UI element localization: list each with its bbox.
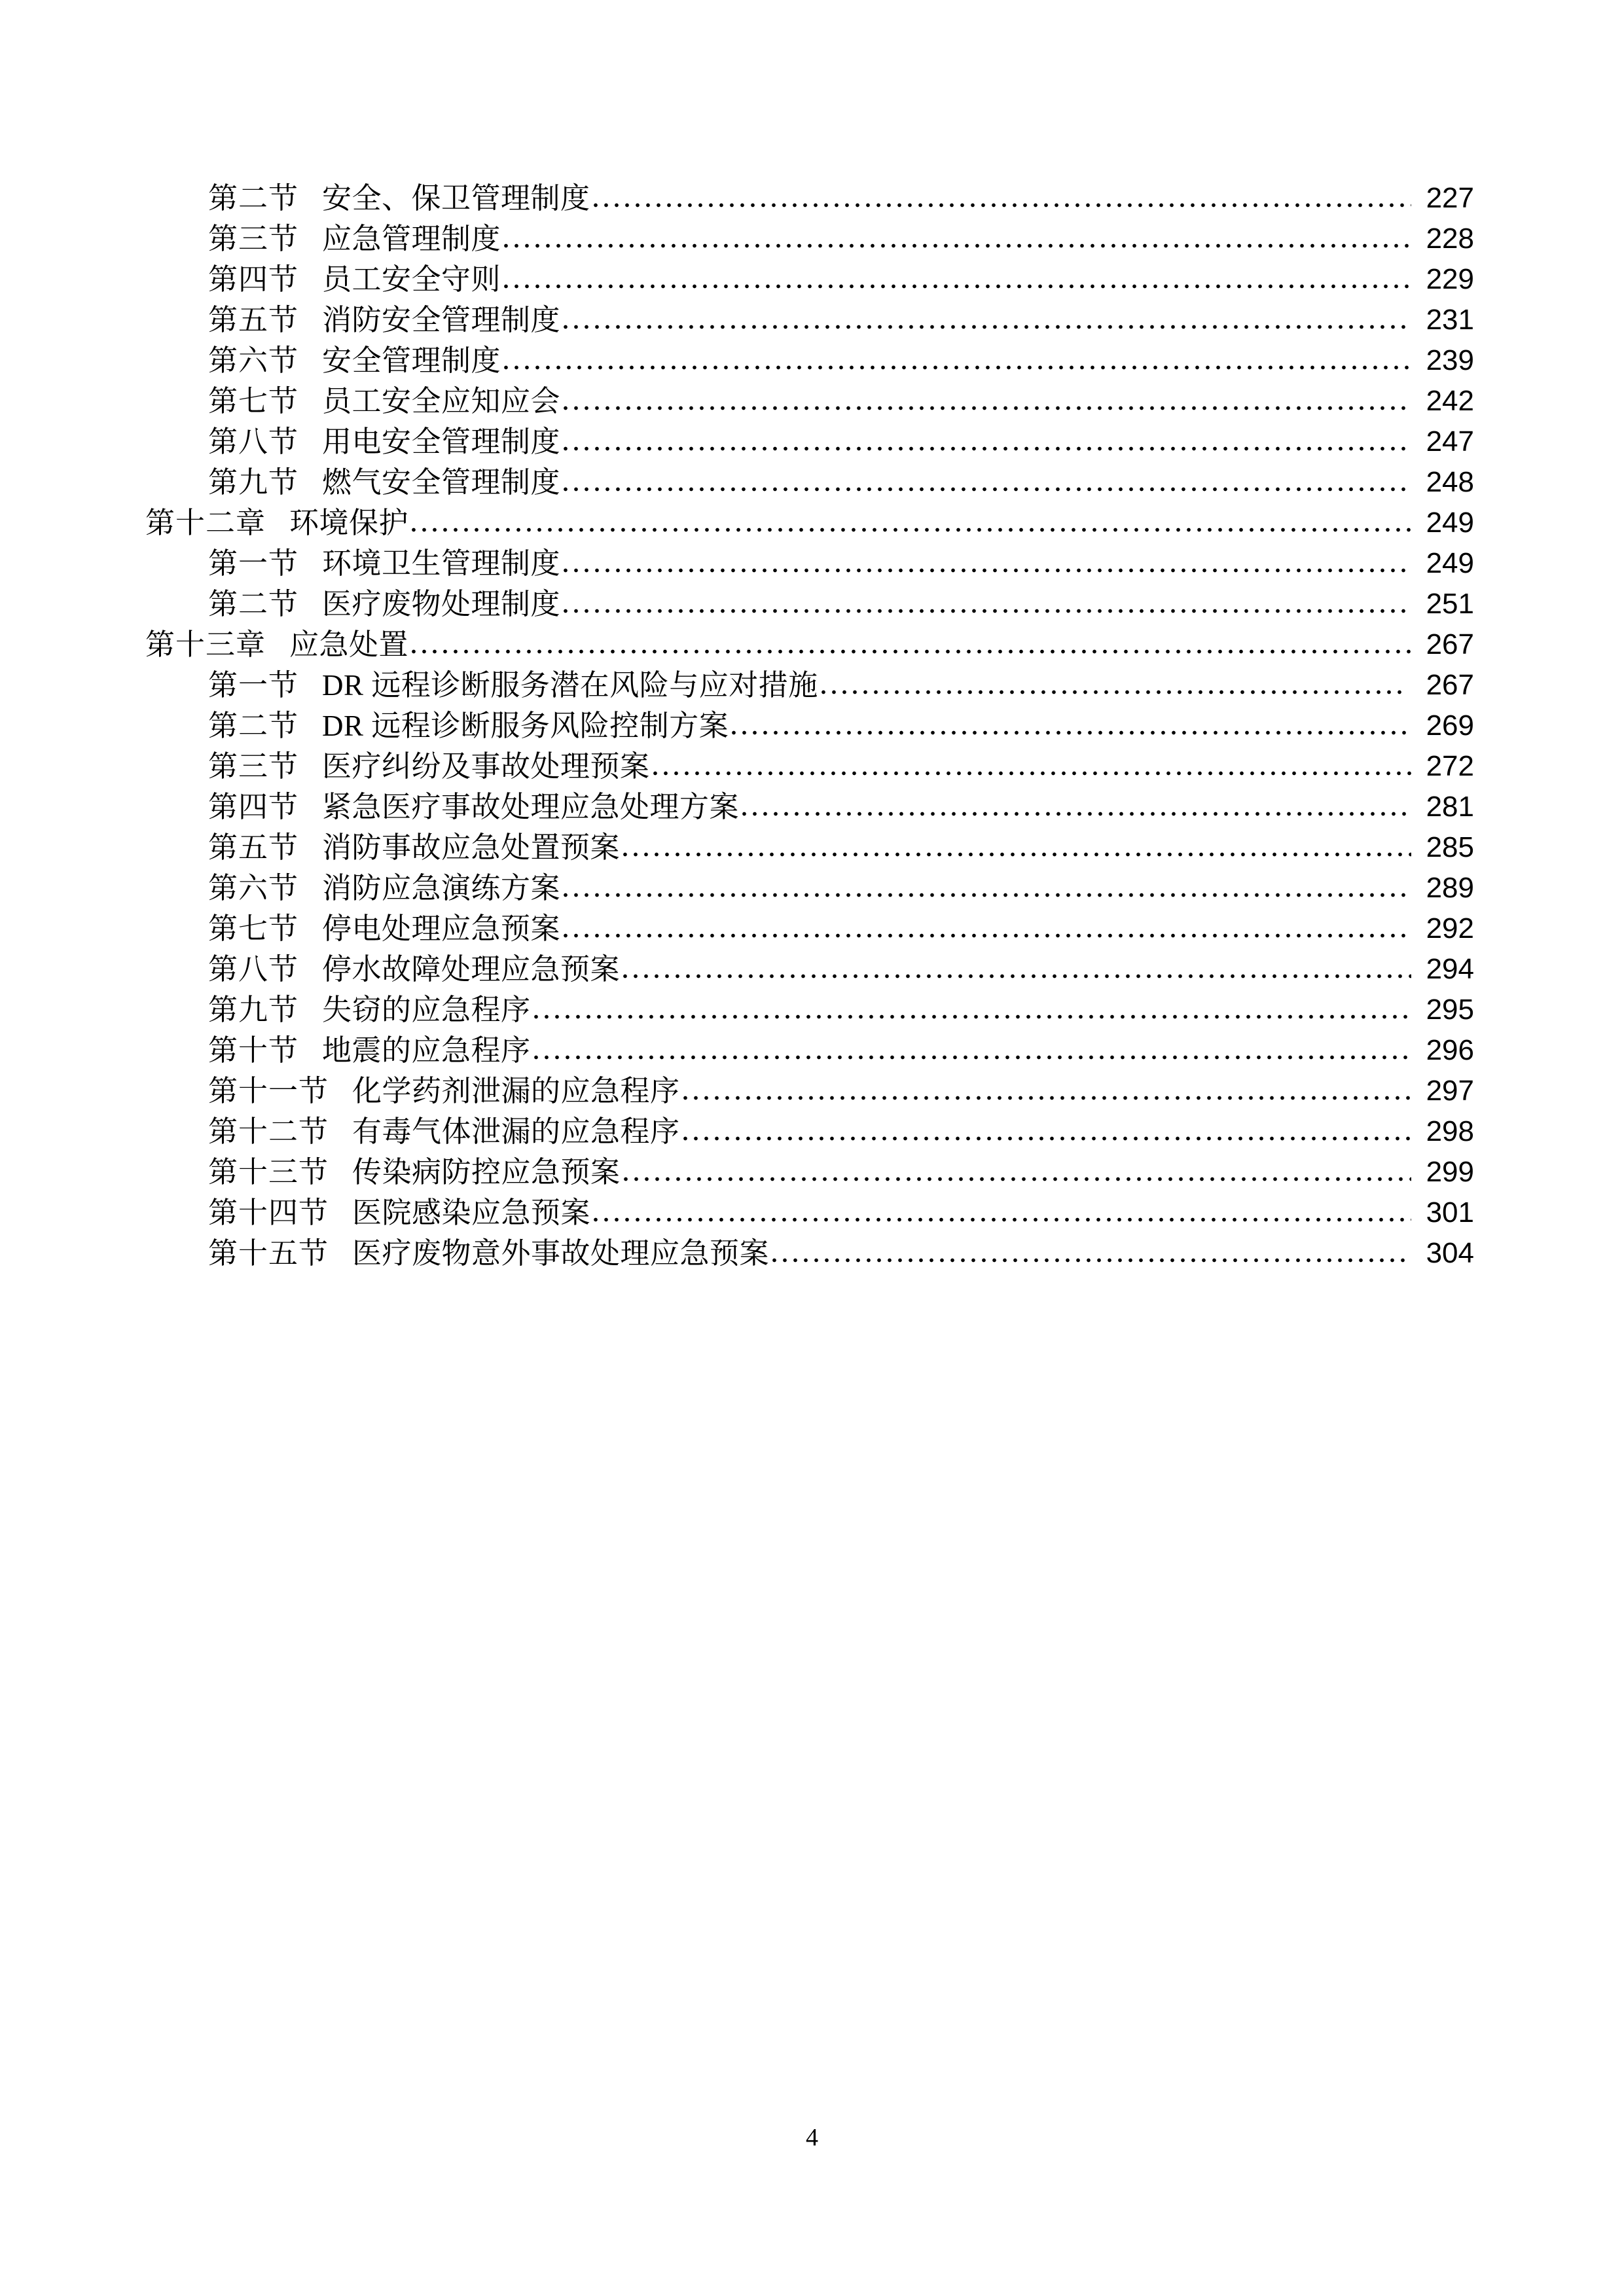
toc-dot-leader [560,908,1411,949]
toc-entry-title: 紧急医疗事故处理应急处理方案 [322,791,740,823]
toc-entry-label: 第十节 [208,1034,299,1067]
toc-entry[interactable] [145,1193,1474,1233]
toc-entry-page-number: 239 [1426,344,1474,376]
toc-entry-label: 第十二节 [208,1115,329,1148]
toc-entry-page-number: 272 [1426,750,1474,782]
toc-entry-title: 有毒气体泄漏的应急程序 [352,1115,680,1148]
toc-entry[interactable] [145,381,1474,422]
toc-entry[interactable] [145,422,1474,462]
toc-entry-page-number: 304 [1426,1237,1474,1269]
toc-entry-title: 地震的应急程序 [322,1034,531,1067]
toc-entry-page-number: 295 [1426,994,1474,1026]
toc-dot-leader [680,1111,1411,1152]
toc-dot-leader [620,949,1411,990]
toc-entry-title: 环境保护 [289,507,409,539]
toc-entry[interactable] [145,259,1474,300]
toc-entry-label: 第二节 [208,182,299,215]
page-footer-number: 4 [806,2124,818,2151]
toc-entry-title: 安全管理制度 [322,344,501,377]
toc-entry-title: 消防应急演练方案 [322,872,561,905]
toc-entry-page-number: 281 [1426,791,1474,823]
toc-entry-page-number: 289 [1426,872,1474,904]
toc-dot-leader [560,543,1411,584]
toc-entry-title: 医疗废物意外事故处理应急预案 [352,1237,770,1270]
toc-dot-leader [408,503,1411,543]
toc-dot-leader [560,584,1411,624]
toc-entry-title: 应急管理制度 [322,223,501,255]
toc-entry-label: 第五节 [208,304,299,336]
toc-entry-page-number: 299 [1426,1156,1474,1188]
toc-entry-title: 应急处置 [289,628,409,661]
toc-dot-leader [590,178,1411,219]
toc-entry-label: 第十二章 [145,507,266,539]
toc-entry-title: 失窃的应急程序 [322,994,531,1026]
toc-entry-label: 第一节 [208,547,299,580]
toc-entry[interactable] [145,787,1474,827]
toc-entry[interactable] [145,178,1474,219]
toc-dot-leader [818,665,1405,706]
toc-entry-title: 停电处理应急预案 [322,912,561,945]
toc-dot-leader [501,219,1411,259]
toc-entry[interactable] [145,868,1474,908]
toc-entry-label: 第七节 [208,385,299,418]
toc-entry-label: 第七节 [208,912,299,945]
toc-entry[interactable] [145,908,1474,949]
toc-entry-title: 员工安全应知应会 [322,385,561,418]
toc-entry[interactable] [145,827,1474,868]
toc-entry[interactable] [145,503,1474,543]
toc-entry-label: 第三节 [208,750,299,783]
toc-entry-label: 第十三节 [208,1156,329,1189]
toc-entry-title: 安全、保卫管理制度 [322,182,590,215]
toc-entry[interactable] [145,1111,1474,1152]
toc-entry-label: 第一节 [208,669,299,702]
toc-entry[interactable] [145,1071,1474,1111]
toc-entry-page-number: 229 [1426,263,1474,295]
toc-entry-title: DR 远程诊断服务潜在风险与应对措施 [322,669,818,702]
toc-entry[interactable] [145,1233,1474,1274]
toc-entry-page-number: 249 [1426,547,1474,579]
toc-entry-page-number: 285 [1426,831,1474,863]
toc-entry[interactable] [145,300,1474,340]
toc-entry-title: 用电安全管理制度 [322,425,561,458]
toc-entry-label: 第二节 [208,709,299,742]
toc-entry-page-number: 269 [1426,709,1474,742]
toc-entry-page-number: 294 [1426,953,1474,985]
toc-dot-leader [590,1193,1411,1233]
toc-dot-leader [650,746,1411,787]
toc-entry-page-number: 247 [1426,425,1474,457]
toc-dot-leader [501,259,1411,300]
toc-dot-leader [531,990,1411,1030]
toc-dot-leader [560,422,1411,462]
toc-entry-title: 消防安全管理制度 [322,304,561,336]
toc-entry[interactable] [145,219,1474,259]
toc-entry[interactable] [145,746,1474,787]
toc-entry[interactable] [145,706,1474,746]
toc-entry-title: 医院感染应急预案 [352,1196,591,1229]
toc-entry-label: 第三节 [208,223,299,255]
toc-entry-title: 医疗废物处理制度 [322,588,561,620]
toc-entry-label: 第十一节 [208,1075,329,1107]
toc-entry-label: 第十五节 [208,1237,329,1270]
toc-entry-page-number: 298 [1426,1115,1474,1147]
toc-entry-title: 燃气安全管理制度 [322,466,561,499]
toc-entry-title: 化学药剂泄漏的应急程序 [352,1075,680,1107]
toc-dot-leader [501,340,1411,381]
toc-entry[interactable] [145,1030,1474,1071]
toc-entry[interactable] [145,949,1474,990]
toc-dot-leader [739,787,1411,827]
toc-entry-title: 环境卫生管理制度 [322,547,561,580]
toc-dot-leader [560,381,1411,422]
toc-entry-title: DR 远程诊断服务风险控制方案 [322,709,729,742]
toc-entry-page-number: 228 [1426,223,1474,255]
toc-dot-leader [729,706,1411,746]
toc-entry[interactable] [145,624,1474,665]
toc-entry-page-number: 267 [1426,628,1474,660]
toc-entry-label: 第十三章 [145,628,266,661]
toc-dot-leader [560,462,1411,503]
toc-entry-label: 第九节 [208,466,299,499]
toc-entry-page-number: 231 [1426,304,1474,336]
toc-entry-label: 第九节 [208,994,299,1026]
toc-entry-label: 第六节 [208,344,299,377]
toc-entry-title: 传染病防控应急预案 [352,1156,621,1189]
toc-dot-leader [621,1152,1411,1193]
toc-entry-page-number: 296 [1426,1034,1474,1066]
toc-entry-page-number: 249 [1426,507,1474,539]
toc-entry-title: 消防事故应急处置预案 [322,831,621,864]
toc-entry-title: 停水故障处理应急预案 [322,953,621,986]
toc-entry-page-number: 251 [1426,588,1474,620]
toc-entry-page-number: 297 [1426,1075,1474,1107]
toc-entry-title: 医疗纠纷及事故处理预案 [322,750,650,783]
toc-entry-label: 第六节 [208,872,299,905]
toc-entry-label: 第八节 [208,425,299,458]
toc-entry-label: 第四节 [208,263,299,296]
toc-entry-label: 第二节 [208,588,299,620]
toc-entry[interactable] [145,462,1474,503]
table-of-contents [145,178,1474,1274]
toc-entry-page-number: 301 [1426,1196,1474,1229]
toc-entry[interactable] [145,990,1474,1030]
toc-entry-page-number: 248 [1426,466,1474,498]
toc-entry-label: 第十四节 [208,1196,329,1229]
toc-entry[interactable] [145,340,1474,381]
toc-entry[interactable] [145,665,1474,706]
toc-entry[interactable] [145,1152,1474,1193]
toc-entry-label: 第八节 [208,953,299,986]
toc-entry-label: 第五节 [208,831,299,864]
toc-dot-leader [680,1071,1411,1111]
toc-dot-leader [560,300,1411,340]
toc-entry[interactable] [145,543,1474,584]
toc-dot-leader [531,1030,1411,1071]
toc-dot-leader [408,624,1411,665]
toc-entry[interactable] [145,584,1474,624]
toc-entry-page-number: 292 [1426,912,1474,944]
toc-dot-leader [560,868,1411,908]
toc-dot-leader [769,1233,1405,1274]
toc-entry-label: 第四节 [208,791,299,823]
toc-entry-page-number: 267 [1426,669,1474,701]
toc-entry-page-number: 227 [1426,182,1474,214]
toc-entry-title: 员工安全守则 [322,263,501,296]
toc-entry-page-number: 242 [1426,385,1474,417]
toc-dot-leader [620,827,1411,868]
